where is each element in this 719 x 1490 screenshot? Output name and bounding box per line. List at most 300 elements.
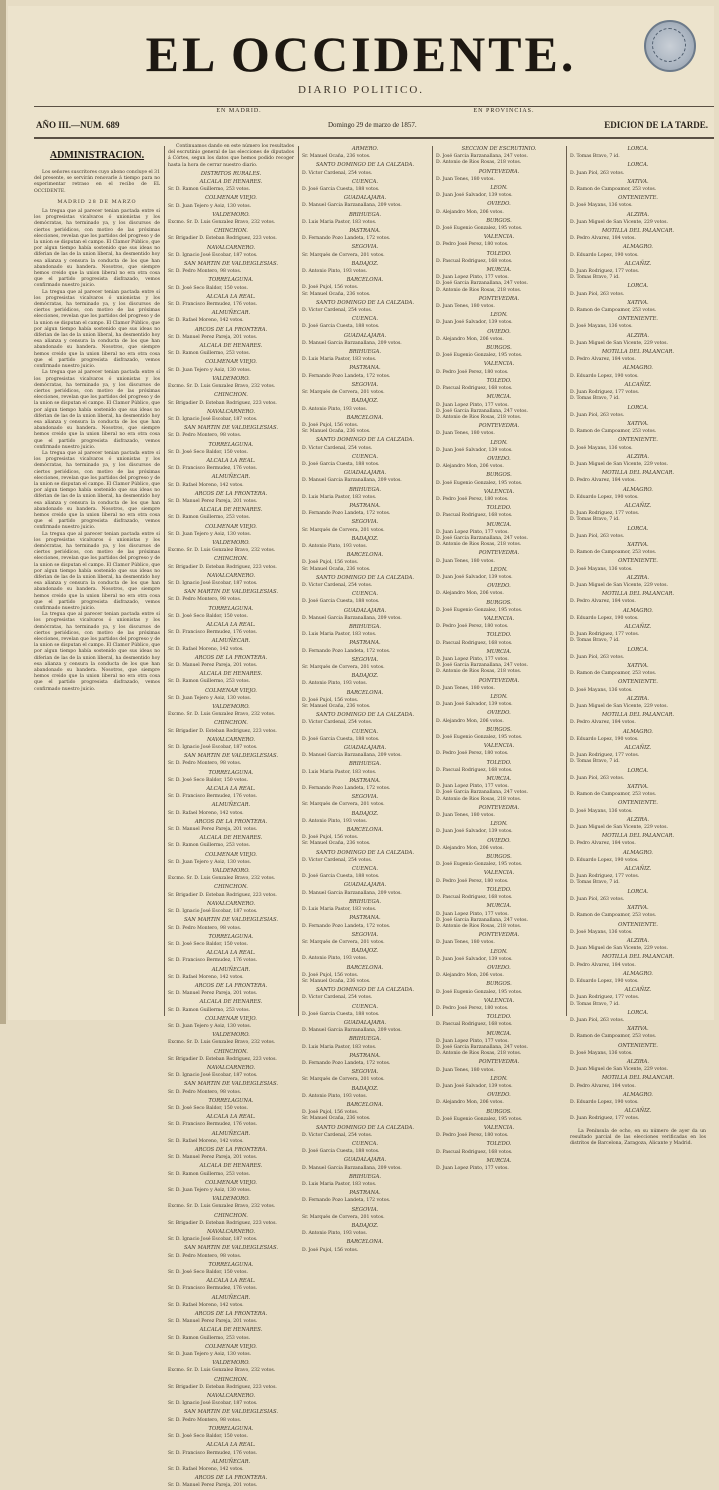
district-heading: VALENCIA. [483, 488, 515, 495]
candidate-vote-line: Sr. D. Manuel Perez Pareja, 201 votos. [168, 663, 258, 668]
candidate-vote-line: Sr. D. Francisco Bermudez, 176 votos. [168, 302, 258, 308]
candidate-vote-line: D. Pedro José Perez, 180 votos. [436, 496, 509, 502]
candidate-vote-line: Sr. D. Francisco Bermudez, 176 votos. [168, 794, 258, 800]
candidate-vote-line: D. José Garcia Cuesta, 188 votos. [302, 874, 380, 880]
district-heading: BADAJOZ. [351, 810, 379, 817]
district-heading: BARCELONA. [346, 552, 384, 559]
district-heading: BADAJOZ. [351, 1223, 379, 1230]
candidate-vote-line: Sr. D. Pedro Montero, 98 votos. [168, 761, 242, 767]
candidate-vote-line: Sr. D. Rafael Moreno, 142 votos. [168, 1138, 244, 1144]
candidate-vote-line: D. Alejandro Mon, 206 votos. [436, 209, 504, 215]
district-heading: BARCELONA. [346, 1239, 384, 1246]
district-heading: BARCELONA. [346, 827, 384, 834]
district-heading: SEGOVIA. [351, 381, 379, 388]
district-heading: SANTO DOMINGO DE LA CALZADA. [315, 849, 415, 856]
district-heading: ALMUÑECAR. [211, 474, 251, 481]
candidate-vote-line: D. Pedro José Perez, 180 votos. [436, 369, 509, 375]
district-heading: TORRELAGUNA. [208, 1261, 254, 1268]
district-heading: OVIEDO. [487, 964, 511, 971]
results-list [570, 154, 706, 1122]
candidate-vote-line: D. Pedro Alvarez, 184 votos. [570, 1083, 636, 1089]
district-heading: ARCOS DE LA FRONTERA. [194, 654, 268, 661]
district-heading: BARCELONA. [346, 964, 384, 971]
district-heading: TOLEDO. [486, 250, 512, 257]
district-heading: SAN MARTIN DE VALDEIGLESIAS. [184, 1245, 278, 1252]
district-heading: SEGOVIA. [351, 519, 379, 526]
candidate-vote-line: D. Pascual Rodriguez, 168 votos. [436, 640, 513, 646]
candidate-vote-line: Sr. D. Juan Tejero y Aoiz, 130 votos. [168, 695, 252, 701]
candidate-vote-line: D. José Garcia Barzanallana, 247 votos. [436, 790, 528, 796]
district-heading: CUENCA. [351, 1140, 379, 1147]
district-heading: BRIHUEGA. [349, 761, 381, 768]
district-heading: TORRELAGUNA. [208, 441, 254, 448]
district-heading: MOTILLA DEL PALANCAR. [601, 1075, 675, 1082]
candidate-vote-line: Sr. D. Ignacio José Escobar, 187 votos. [168, 909, 258, 915]
candidate-vote-line: D. Pascual Rodriguez, 168 votos. [436, 767, 513, 773]
district-heading: BURGOS. [486, 981, 512, 988]
candidate-vote-line: D. Juan Rodriguez, 177 votos. [570, 1116, 640, 1122]
candidate-vote-line: D. Victor Cardenal, 254 votos. [302, 445, 373, 451]
candidate-vote-line: D. Juan Lopez Pinto, 177 votos. [436, 784, 509, 790]
candidate-vote-line: D. Juan Lopez Pinto, 177 votos. [436, 1166, 509, 1171]
candidate-vote-line: Sr. Brigadier D. Esteban Rodriguez, 223 votos. [168, 1056, 277, 1062]
district-heading: ALZIRA. [626, 211, 650, 218]
candidate-vote-line: D. Manuel Garcia Barzanallana, 209 votos. [302, 615, 402, 621]
candidate-vote-line: D. Juan Piol, 263 votos. [570, 533, 625, 539]
candidate-vote-line: D. José Garcia Barzanallana, 247 votos. [436, 408, 528, 414]
district-heading: ALCAÑIZ. [624, 745, 652, 752]
candidate-vote-line: Sr. Manuel Ocaña, 236 votos. [302, 429, 371, 435]
candidate-vote-line: D. Ramon de Campoamor, 253 votos. [570, 187, 657, 193]
district-heading: MURCIA. [486, 776, 512, 783]
candidate-vote-line: Sr. Brigadier D. Esteban Rodriguez, 223 votos. [168, 1220, 277, 1226]
district-heading: CHINCHON. [214, 1048, 248, 1055]
district-heading: COLMENAR VIEJO. [205, 687, 257, 694]
candidate-vote-line: D. Manuel Garcia Barzanallana, 209 votos. [302, 340, 402, 346]
district-heading: PASTRANA. [349, 1052, 381, 1059]
district-heading: LEON. [490, 694, 508, 701]
candidate-vote-line: Sr. D. Manuel Perez Pareja, 201 votos. [168, 1155, 258, 1161]
candidate-vote-line: D. Alejandro Mon, 206 votos. [436, 973, 504, 979]
candidate-vote-line: Sr. D. Ignacio José Escobar, 187 votos. [168, 1401, 258, 1407]
candidate-vote-line: D. José Garcia Cuesta, 188 votos. [302, 1011, 380, 1017]
district-heading: MOTILLA DEL PALANCAR. [601, 228, 675, 235]
district-heading: ALMAGRO. [623, 365, 653, 372]
candidate-vote-line: Sr. D. Manuel Perez Pareja, 201 votos. [168, 991, 258, 997]
candidate-vote-line: Sr. D. Francisco Bermudez, 176 votos. [168, 466, 258, 472]
candidate-vote-line: Sr. Marqués de Corvera, 201 votos. [302, 802, 385, 808]
district-heading: NAVALCARNERO. [206, 244, 256, 251]
district-heading: PONTEVEDRA. [478, 295, 520, 302]
madrid-subscription-label: EN MADRID. [216, 108, 262, 114]
candidate-vote-line: Sr. D. Pedro Montero, 98 votos. [168, 1253, 242, 1259]
candidate-vote-line: D. Antonio Pinto, 193 votos. [302, 1231, 368, 1237]
district-heading: PONTEVEDRA. [478, 932, 520, 939]
candidate-vote-line: D. Juan Tenes, 180 votos. [436, 431, 495, 437]
candidate-vote-line: D. Pedro Alvarez, 184 votos. [570, 720, 636, 726]
candidate-vote-line: D. Antonio Pinto, 193 votos. [302, 818, 368, 824]
candidate-vote-line: Sr. D. Ramon Guillermo, 253 votos. [168, 843, 251, 849]
district-heading: MURCIA. [486, 521, 512, 528]
candidate-vote-line: D. Ramon de Campoamor, 253 votos. [570, 1034, 657, 1040]
district-heading: ARCOS DE LA FRONTERA. [194, 326, 268, 333]
candidate-vote-line: Sr. Marqués de Corvera, 201 votos. [302, 252, 385, 258]
candidate-vote-line: D. Victor Cardenal, 254 votos. [302, 857, 373, 863]
candidate-vote-line: D. Juan Lopez Pinto, 177 votos. [436, 402, 509, 408]
press-notice: La Península de ocho, en su número de ayer da un resultado parcial de las elecciones verificadas en los distritos de Barcelona, Zaragoza, Alicante y Madrid. [570, 1128, 706, 1146]
district-heading: ONTENIENTE. [618, 800, 658, 807]
district-heading: SANTO DOMINGO DE LA CALZADA. [315, 162, 415, 169]
district-heading: ALCALA LA REAL. [206, 293, 256, 300]
candidate-vote-line: Sr. D. Manuel Perez Pareja, 201 votos. [168, 827, 258, 833]
district-heading: ALCALA LA REAL. [206, 786, 256, 793]
candidate-vote-line: Sr. D. José Seco Baldor, 150 votos. [168, 613, 248, 619]
district-heading: OVIEDO. [487, 328, 511, 335]
district-heading: NAVALCARNERO. [206, 572, 256, 579]
candidate-vote-line: D. Fernando Pozo Landeta, 172 votos. [302, 511, 391, 517]
district-heading: ALZIRA. [626, 574, 650, 581]
candidate-vote-line: D. Alejandro Mon, 206 votos. [436, 336, 504, 342]
candidate-vote-line: D. José Garcia Barzanallana, 247 votos. [436, 535, 528, 541]
district-heading: ARCOS DE LA FRONTERA. [194, 1146, 268, 1153]
issue-date: Domingo 29 de marzo de 1857. [328, 121, 417, 129]
candidate-vote-line: D. Juan Lopez Pinto, 177 votos. [436, 1038, 509, 1044]
district-heading: BADAJOZ. [351, 398, 379, 405]
candidate-vote-line: Sr. D. Ramon Guillermo, 253 votos. [168, 679, 251, 685]
district-heading: SANTO DOMINGO DE LA CALZADA. [315, 437, 415, 444]
district-heading: ONTENIENTE. [618, 195, 658, 202]
candidate-vote-line: D. Eduardo Lopez, 190 votos. [570, 857, 639, 863]
candidate-vote-line: Sr. Manuel Ocaña, 236 votos. [302, 154, 371, 160]
candidate-vote-line: D. Juan Tenes, 180 votos. [436, 176, 495, 182]
candidate-vote-line: D. Pascual Rodriguez, 168 votos. [436, 386, 513, 392]
district-heading: ALZIRA. [626, 453, 650, 460]
district-heading: LEON. [490, 821, 508, 828]
district-heading: BARCELONA. [346, 414, 384, 421]
district-heading: PASTRANA. [349, 777, 381, 784]
candidate-vote-line: D. Juan Piol, 263 votos. [570, 412, 625, 418]
candidate-vote-line: Sr. D. Rafael Moreno, 142 votos. [168, 1302, 244, 1308]
district-heading: PASTRANA. [349, 502, 381, 509]
district-heading: ALMUÑECAR. [211, 1130, 251, 1137]
district-heading: BARCELONA. [346, 277, 384, 284]
candidate-vote-line: Sr. Manuel Ocaña, 236 votos. [302, 841, 371, 847]
candidate-vote-line: Sr. D. José Seco Baldor, 150 votos. [168, 941, 248, 947]
district-heading: VALENCIA. [483, 1124, 515, 1131]
candidate-vote-line: D. José Garcia Cuesta, 188 votos. [302, 736, 380, 742]
candidate-vote-line: Excmo. Sr. D. Luis Gonzalez Bravo, 232 votos. [168, 712, 276, 718]
district-heading: GUADALAJARA. [343, 607, 387, 614]
district-heading: ALCALA DE HENARES. [199, 1327, 263, 1334]
candidate-vote-line: D. Pedro José Perez, 180 votos. [436, 751, 509, 757]
district-heading: ALCAÑIZ. [624, 866, 652, 873]
candidate-vote-line: D. Pedro José Perez, 180 votos. [436, 1005, 509, 1011]
district-heading: NAVALCARNERO. [206, 1229, 256, 1236]
district-heading: VALDEMORO. [212, 868, 250, 875]
district-heading: BURGOS. [486, 726, 512, 733]
district-heading: SAN MARTIN DE VALDEIGLESIAS. [184, 261, 278, 268]
district-heading: SANTO DOMINGO DE LA CALZADA. [315, 987, 415, 994]
district-heading: ONTENIENTE. [618, 679, 658, 686]
district-heading: CHINCHON. [214, 1212, 248, 1219]
district-heading: VALENCIA. [483, 870, 515, 877]
candidate-vote-line: Sr. Marqués de Corvera, 201 votos. [302, 939, 385, 945]
district-heading: OVIEDO. [487, 710, 511, 717]
candidate-vote-line: Sr. D. Ramon Guillermo, 253 votos. [168, 1007, 251, 1013]
candidate-vote-line: Sr. D. Pedro Montero, 98 votos. [168, 597, 242, 603]
candidate-vote-line: D. Juan Miguel de San Vicente, 229 votos. [570, 340, 669, 346]
candidate-vote-line: Sr. Brigadier D. Esteban Rodriguez, 223 votos. [168, 728, 277, 734]
candidate-vote-line: D. Alejandro Mon, 206 votos. [436, 591, 504, 597]
district-heading: LEON. [490, 566, 508, 573]
candidate-vote-line: Excmo. Sr. D. Luis Gonzalez Bravo, 232 votos. [168, 1040, 276, 1046]
candidate-vote-line: D. José Garcia Barzanallana, 247 votos. [436, 281, 528, 287]
district-heading: COLMENAR VIEJO. [205, 523, 257, 530]
candidate-vote-line: Sr. D. Francisco Bermudez, 176 votos. [168, 1450, 258, 1456]
district-heading: SAN MARTIN DE VALDEIGLESIAS. [184, 917, 278, 924]
district-heading: XATIVA. [627, 663, 649, 669]
list-heading: SECCION DE ESCRUTINIO. [461, 146, 537, 152]
candidate-vote-line: Sr. D. Ramon Guillermo, 253 votos. [168, 515, 251, 521]
district-heading: OVIEDO. [487, 837, 511, 844]
candidate-vote-line: D. José Mayans, 136 votos. [570, 324, 633, 330]
article-body-continued-4: La tregua que al parecer tenian pactada entre sí los progresistas vicalvaros ó unionistas y los demócratas, ha terminado ya, y los discursos de ciertos periódicos, con motivo de las próximas elecciones, revelan que los partidos del progreso y de la union se disputan el campo. El Clamor Público, que por algun tiempo había sostenido que sus ideas no diferian de las de la union liberal, ha desmentido hoy esa alianza y censura la conducta de los que han abandonado su bandera. Nosotros, que siempre hemos creido que la union liberal no era otra cosa que el partido progresista disfrazado, vemos confirmado nuestro juicio. [34, 531, 160, 612]
list-heading: LORCA. [627, 146, 649, 152]
candidate-vote-line: Sr. Brigadier D. Esteban Rodriguez, 223 votos. [168, 400, 277, 406]
candidate-vote-line: D. Eduardo Lopez, 190 votos. [570, 373, 639, 379]
candidate-vote-line: Excmo. Sr. D. Luis Gonzalez Bravo, 232 votos. [168, 876, 276, 882]
district-heading: LORCA. [627, 525, 649, 532]
candidate-vote-line: D. Juan Lopez Pinto, 177 votos. [436, 911, 509, 917]
district-heading: ALMAGRO. [623, 728, 653, 735]
dateline: MADRID 28 DE MARZO [57, 198, 137, 205]
district-heading: ONTENIENTE. [618, 437, 658, 444]
candidate-vote-line: Sr. D. Pedro Montero, 98 votos. [168, 433, 242, 439]
candidate-vote-line: D. Victor Cardenal, 254 votos. [302, 582, 373, 588]
candidate-vote-line: D. Pascual Rodriguez, 168 votos. [436, 513, 513, 519]
district-heading: VALDEMORO. [212, 1360, 250, 1367]
column-rule [432, 146, 433, 1016]
district-heading: BADAJOZ. [351, 673, 379, 680]
district-heading: SEGOVIA. [351, 931, 379, 938]
candidate-vote-line: D. Ramon de Campoamor, 253 votos. [570, 913, 657, 919]
district-heading: SAN MARTIN DE VALDEIGLESIAS. [184, 753, 278, 760]
candidate-vote-line: D. José Pujol, 156 votos. [302, 1247, 359, 1253]
candidate-vote-line: D. José Garcia Cuesta, 188 votos. [302, 324, 380, 330]
district-heading: ALCALA LA REAL. [206, 621, 256, 628]
district-heading: GUADALAJARA. [343, 882, 387, 889]
district-heading: BRIHUEGA. [349, 349, 381, 356]
district-heading: CUENCA. [351, 591, 379, 598]
candidate-vote-line: D. José Eugenio Gonzalez, 195 votos. [436, 989, 523, 995]
district-heading: CUENCA. [351, 316, 379, 323]
district-heading: ALMAGRO. [623, 1091, 653, 1098]
candidate-vote-line: D. Juan Tenes, 180 votos. [436, 1067, 495, 1073]
candidate-vote-line: D. Pascual Rodriguez, 168 votos. [436, 895, 513, 901]
district-heading: LEON. [490, 948, 508, 955]
district-heading: MOTILLA DEL PALANCAR. [601, 712, 675, 719]
district-heading: BRIHUEGA. [349, 486, 381, 493]
candidate-vote-line: Excmo. Sr. D. Luis Gonzalez Bravo, 232 votos. [168, 384, 276, 390]
candidate-vote-line: D. José Garcia Barzanallana, 247 votos. [436, 154, 528, 160]
candidate-vote-line: D. Juan Miguel de San Vicente, 229 votos. [570, 461, 669, 467]
candidate-vote-line: D. Juan Rodriguez, 177 votos. [570, 269, 640, 275]
candidate-vote-line: D. José Eugenio Gonzalez, 195 votos. [436, 353, 523, 359]
district-heading: SANTO DOMINGO DE LA CALZADA. [315, 1124, 415, 1131]
issue-info-bar [34, 106, 714, 139]
candidate-vote-line: D. Antonio de Rios Rosas, 218 votos. [436, 287, 522, 293]
district-heading: OVIEDO. [487, 1092, 511, 1099]
district-heading: BARCELONA. [346, 1101, 384, 1108]
candidate-vote-line: D. Juan José Salvador, 139 votos. [436, 829, 513, 835]
candidate-vote-line: D. Luis Maria Pastor, 183 votos. [302, 632, 377, 638]
district-heading: PASTRANA. [349, 228, 381, 235]
candidate-vote-line: D. José Garcia Barzanallana, 247 votos. [436, 917, 528, 923]
candidate-vote-line: D. Fernando Pozo Landeta, 172 votos. [302, 236, 391, 242]
district-heading: PASTRANA. [349, 1190, 381, 1197]
district-heading: ALZIRA. [626, 816, 650, 823]
district-heading: CUENCA. [351, 728, 379, 735]
candidate-vote-line: D. Tomas Bravo, 7 id. [570, 517, 620, 523]
candidate-vote-line: D. Antonio Pinto, 193 votos. [302, 269, 368, 275]
candidate-vote-line: Sr. Manuel Ocaña, 236 votos. [302, 566, 371, 572]
candidate-vote-line: D. Juan Piol, 263 votos. [570, 1017, 625, 1023]
district-heading: LORCA. [627, 283, 649, 290]
district-heading: CUENCA. [351, 453, 379, 460]
candidate-vote-line: D. José Mayans, 136 votos. [570, 445, 633, 451]
candidate-vote-line: D. Tomas Bravo, 7 id. [570, 1001, 620, 1007]
district-heading: ALMUÑECAR. [211, 966, 251, 973]
candidate-vote-line: D. Pedro Alvarez, 184 votos. [570, 599, 636, 605]
candidate-vote-line: D. Eduardo Lopez, 190 votos. [570, 252, 639, 258]
district-heading: TORRELAGUNA. [208, 769, 254, 776]
district-heading: CUENCA. [351, 178, 379, 185]
district-heading: ONTENIENTE. [618, 558, 658, 565]
candidate-vote-line: D. Ramon de Campoamor, 253 votos. [570, 792, 657, 798]
candidate-vote-line: Sr. D. Manuel Perez Pareja, 201 votos. [168, 498, 258, 504]
district-heading: VALDEMORO. [212, 539, 250, 546]
candidate-vote-line: D. Juan Lopez Pinto, 177 votos. [436, 275, 509, 281]
district-heading: PASTRANA. [349, 915, 381, 922]
candidate-vote-line: D. Eduardo Lopez, 190 votos. [570, 615, 639, 621]
district-heading: MOTILLA DEL PALANCAR. [601, 591, 675, 598]
candidate-vote-line: D. José Eugenio Gonzalez, 195 votos. [436, 1116, 523, 1122]
district-heading: PASTRANA. [349, 365, 381, 372]
candidate-vote-line: D. Antonio Pinto, 193 votos. [302, 1093, 368, 1099]
district-heading: PONTEVEDRA. [478, 168, 520, 175]
page-spine-shadow [0, 0, 6, 1024]
candidate-vote-line: D. Juan Rodriguez, 177 votos. [570, 390, 640, 396]
candidate-vote-line: D. Pascual Rodriguez, 168 votos. [436, 1022, 513, 1028]
district-heading: ONTENIENTE. [618, 1042, 658, 1049]
candidate-vote-line: D. Juan Piol, 263 votos. [570, 170, 625, 176]
candidate-vote-line: D. Pedro Alvarez, 184 votos. [570, 357, 636, 363]
district-heading: PASTRANA. [349, 640, 381, 647]
candidate-vote-line: Sr. D. José Seco Baldor, 150 votos. [168, 1434, 248, 1440]
district-heading: LEON. [490, 439, 508, 446]
district-heading: COLMENAR VIEJO. [205, 1179, 257, 1186]
candidate-vote-line: Sr. D. Francisco Bermudez, 176 votos. [168, 958, 258, 964]
candidate-vote-line: D. José Pujol, 156 votos. [302, 835, 359, 841]
candidate-vote-line: Sr. D. Juan Tejero y Aoiz, 130 votos. [168, 367, 252, 373]
district-heading: ALCALA LA REAL. [206, 950, 256, 957]
article-body: La tregua que al parecer tenian pactada entre sí los progresistas vicalvaros ó unionistas y los demócratas, ha terminado ya, y los discursos de ciertos periódicos, con motivo de las próximas elecciones, revelan que los partidos del progreso y de la union se disputan el campo. El Clamor Público, que por algun tiempo había sostenido que sus ideas no diferian de las de la union liberal, ha desmentido hoy esa alianza y censura la conducta de los que han abandonado su bandera. Nosotros, que siempre hemos creido que la union liberal no era otra cosa que el partido progresista disfrazado, vemos confirmado nuestro juicio. [34, 209, 160, 289]
candidate-vote-line: D. Fernando Pozo Landeta, 172 votos. [302, 786, 391, 792]
candidate-vote-line: D. José Mayans, 136 votos. [570, 1050, 633, 1056]
candidate-vote-line: D. Fernando Pozo Landeta, 172 votos. [302, 648, 391, 654]
district-heading: VALENCIA. [483, 615, 515, 622]
district-heading: MURCIA. [486, 1157, 512, 1164]
district-heading: COLMENAR VIEJO. [205, 195, 257, 202]
list-heading: ARMERO. [351, 146, 379, 152]
district-heading: BADAJOZ. [351, 260, 379, 267]
district-heading: BURGOS. [486, 854, 512, 861]
district-heading: ALCALA DE HENARES. [199, 1163, 263, 1170]
district-heading: MOTILLA DEL PALANCAR. [601, 954, 675, 961]
district-heading: VALENCIA. [483, 361, 515, 368]
candidate-vote-line: D. Juan Piol, 263 votos. [570, 775, 625, 781]
candidate-vote-line: Sr. D. Pedro Montero, 98 votos. [168, 1417, 242, 1423]
district-heading: ALCALA LA REAL. [206, 457, 256, 464]
district-heading: TORRELAGUNA. [208, 1425, 254, 1432]
candidate-vote-line: D. Juan José Salvador, 139 votos. [436, 1083, 513, 1089]
candidate-vote-line: D. Victor Cardenal, 254 votos. [302, 720, 373, 726]
district-heading: ALMUÑECAR. [211, 1294, 251, 1301]
candidate-vote-line: D. Pedro José Perez, 180 votos. [436, 624, 509, 630]
section-title: ADMINISTRACION. [49, 150, 145, 161]
candidate-vote-line: D. Victor Cardenal, 254 votos. [302, 995, 373, 1001]
candidate-vote-line: Sr. D. Juan Tejero y Aoiz, 130 votos. [168, 1188, 252, 1193]
candidate-vote-line: D. José Mayans, 136 votos. [570, 566, 633, 572]
article-body-continued-2: La tregua que al parecer tenian pactada entre sí los progresistas vicalvaros ó unionistas y los demócratas, ha terminado ya, y los discursos de ciertos periódicos, con motivo de las próximas elecciones, revelan que los partidos del progreso y de la union se disputan el campo. El Clamor Público, que por algun tiempo había sostenido que sus ideas no diferian de las de la union liberal, ha desmentido hoy esa alianza y censura la conducta de los que han abandonado su bandera. Nosotros, que siempre hemos creido que la union liberal no era otra cosa que el partido progresista disfrazado, vemos confirmado nuestro juicio. [34, 370, 160, 450]
district-heading: CHINCHON. [214, 720, 248, 727]
candidate-vote-line: D. José Mayans, 136 votos. [570, 203, 633, 209]
candidate-vote-line: D. Victor Cardenal, 254 votos. [302, 1132, 373, 1138]
candidate-vote-line: D. Ramon de Campoamor, 253 votos. [570, 550, 657, 556]
district-heading: SAN MARTIN DE VALDEIGLESIAS. [184, 425, 278, 432]
district-heading: NAVALCARNERO. [206, 900, 256, 907]
district-heading: PONTEVEDRA. [478, 804, 520, 811]
candidate-vote-line: Excmo. Sr. D. Luis Gonzalez Bravo, 232 votos. [168, 548, 276, 554]
district-heading: ARCOS DE LA FRONTERA. [194, 1475, 268, 1482]
district-heading: XATIVA. [627, 541, 649, 548]
candidate-vote-line: Sr. D. Ramon Guillermo, 253 votos. [168, 1171, 251, 1177]
district-heading: BADAJOZ. [351, 948, 379, 955]
candidate-vote-line: D. Juan Lopez Pinto, 177 votos. [436, 657, 509, 662]
candidate-vote-line: D. Manuel Garcia Barzanallana, 209 votos. [302, 753, 402, 759]
district-heading: TORRELAGUNA. [208, 933, 254, 940]
district-heading: VALENCIA. [483, 743, 515, 750]
district-heading: ARCOS DE LA FRONTERA. [194, 982, 268, 989]
candidate-vote-line: D. Juan Miguel de San Vicente, 229 votos. [570, 946, 669, 952]
newspaper-title: EL OCCIDENTE. [145, 26, 577, 82]
candidate-vote-line: Sr. D. Francisco Bermudez, 176 votos. [168, 1286, 258, 1292]
district-heading: VALDEMORO. [212, 1196, 250, 1203]
candidate-vote-line: D. Juan Rodriguez, 177 votos. [570, 995, 640, 1001]
candidate-vote-line: D. Alejandro Mon, 206 votos. [436, 464, 504, 470]
candidate-vote-line: Sr. D. Pedro Montero, 98 votos. [168, 925, 242, 931]
candidate-vote-line: D. Juan José Salvador, 139 votos. [436, 956, 513, 962]
district-heading: ALMAGRO. [623, 607, 653, 614]
district-heading: ALMAGRO. [623, 486, 653, 493]
candidate-vote-line: D. Juan Tenes, 180 votos. [436, 558, 495, 564]
district-heading: NAVALCARNERO. [206, 736, 256, 743]
candidate-vote-line: D. José Pujol, 156 votos. [302, 972, 359, 978]
district-heading: GUADALAJARA. [343, 195, 387, 202]
district-heading: PONTEVEDRA. [478, 550, 520, 557]
candidate-vote-line: D. Alejandro Mon, 206 votos. [436, 718, 504, 724]
provinces-subscription-label: EN PROVINCIAS. [473, 108, 535, 114]
